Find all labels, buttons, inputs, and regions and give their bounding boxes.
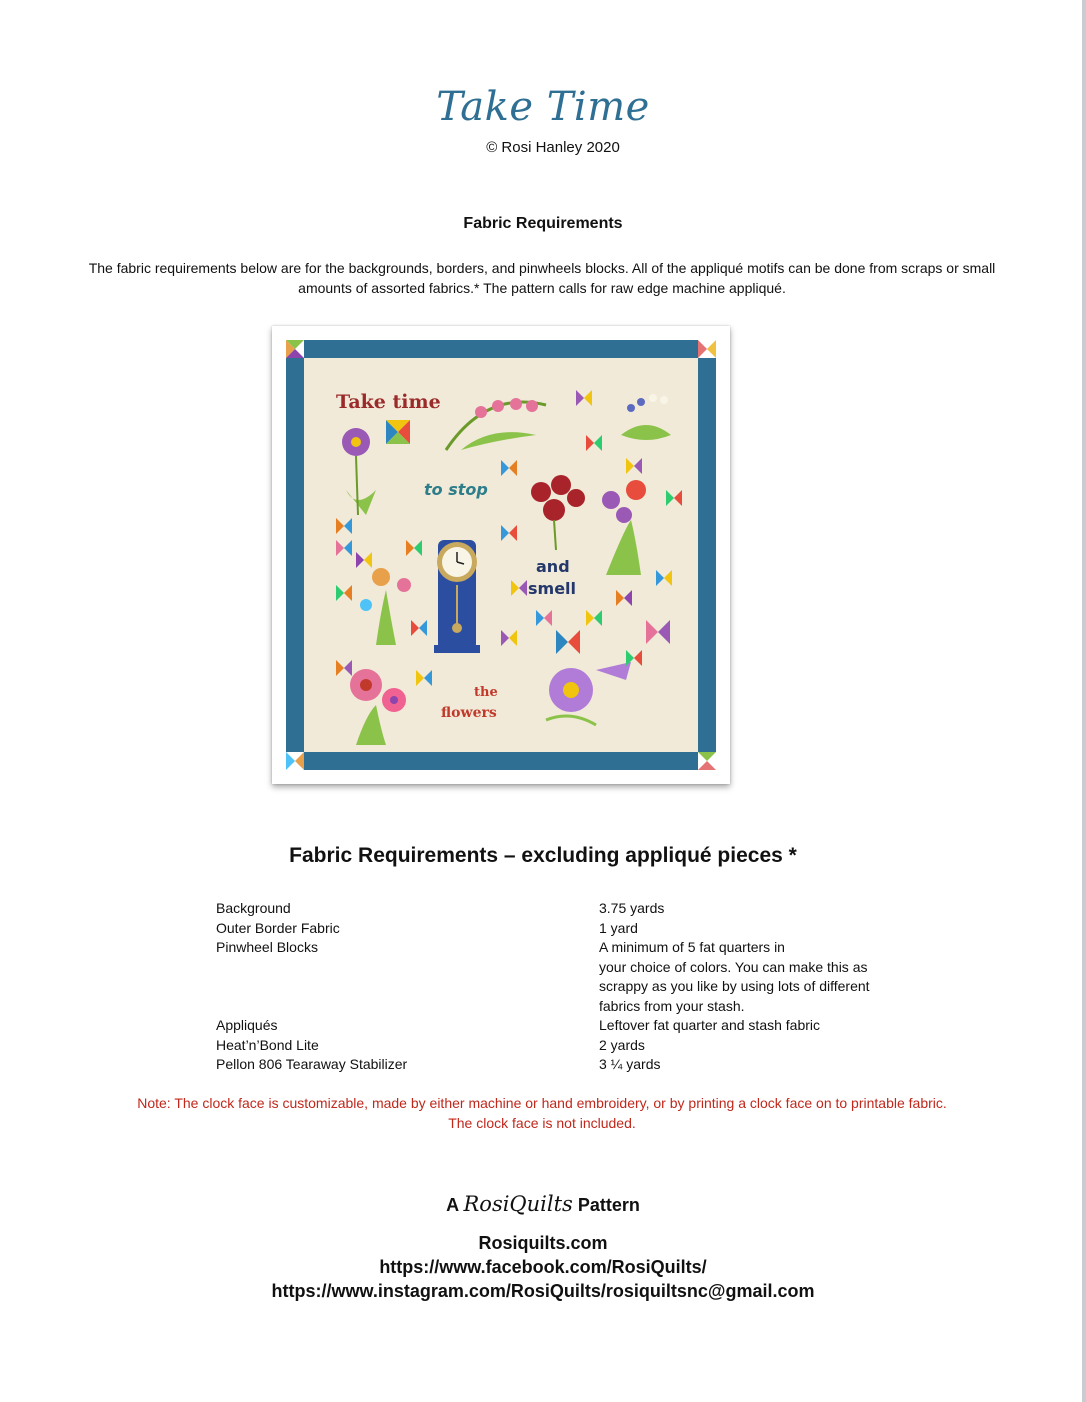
- requirement-amount: [599, 919, 899, 939]
- amount-line: 1 yard: [599, 919, 638, 936]
- intro-paragraph: The fabric requirements below are for the backgrounds, borders, and pinwheels blocks. All of the appliqué motifs can be done from scraps or small amounts of assorted fabrics.* The pattern calls for raw edge machine appliqué.: [88, 260, 996, 296]
- note-line-2: The clock face is not included.: [448, 1115, 636, 1131]
- requirement-name: Heat’n’Bond Lite: [216, 1036, 319, 1053]
- requirement-name: Appliqués: [216, 1017, 278, 1033]
- credit-suffix: Pattern: [577, 1195, 640, 1215]
- requirement-amount: [599, 1036, 899, 1056]
- requirement-row: [216, 899, 899, 919]
- quilt-text-smell: smell: [528, 579, 577, 598]
- amount-line: 3.75 yards: [599, 900, 665, 916]
- requirement-name: Outer Border Fabric: [216, 919, 340, 936]
- amount-line: A minimum of 5 fat quarters in: [599, 939, 785, 955]
- requirement-row: [216, 1036, 899, 1056]
- grandfather-clock: [434, 540, 480, 653]
- quilt-text-flowers: flowers: [441, 705, 497, 721]
- requirement-amount: [599, 1055, 899, 1075]
- fabric-requirements-heading: Fabric Requirements: [463, 215, 623, 232]
- amount-line: your choice of colors. You can make this as: [599, 958, 868, 975]
- pattern-title: Take Time: [436, 84, 650, 130]
- quilt-text-take-time: Take time: [336, 391, 441, 413]
- requirement-name: Pellon 806 Tearaway Stabilizer: [216, 1056, 408, 1072]
- quilt-text-and: and: [536, 557, 570, 576]
- clock-face-note: [70, 1093, 1014, 1133]
- requirement-name: Background: [216, 900, 291, 916]
- amount-line: Leftover fat quarter and stash fabric: [599, 1017, 821, 1033]
- requirements-table: [216, 899, 899, 1075]
- quilt-text-the: the: [474, 685, 498, 700]
- note-line-1: Note: The clock face is customizable, made by either machine or hand embroidery, or by printing a clock face on to printable fabric.: [137, 1095, 947, 1111]
- amount-line: scrappy as you like by using lots of different: [599, 978, 870, 994]
- requirements-heading: Fabric Requirements – excluding appliqué pieces *: [289, 844, 797, 867]
- website-link[interactable]: Rosiquilts.com: [478, 1233, 608, 1253]
- quilt-illustration: [286, 340, 716, 770]
- requirement-name: Pinwheel Blocks: [216, 939, 318, 955]
- requirement-row: [216, 1016, 899, 1036]
- amount-line: 2 yards: [599, 1036, 645, 1053]
- instagram-email-link[interactable]: https://www.instagram.com/RosiQuilts/rosiquiltsnc@gmail.com: [271, 1281, 815, 1301]
- facebook-link[interactable]: https://www.facebook.com/RosiQuilts/: [379, 1257, 707, 1277]
- quilt-image: [272, 326, 730, 784]
- requirement-amount: [599, 899, 899, 919]
- requirement-amount: [599, 1016, 899, 1036]
- amount-line: 3 ¼ yards: [599, 1056, 661, 1072]
- brand-name: RosiQuilts: [463, 1192, 573, 1216]
- quilt-text-to-stop: to stop: [424, 480, 488, 499]
- requirement-amount: [599, 938, 899, 1016]
- requirement-row: [216, 919, 899, 939]
- credit-prefix: A: [446, 1195, 459, 1215]
- copyright-line: © Rosi Hanley 2020: [486, 139, 620, 156]
- amount-line: fabrics from your stash.: [599, 997, 745, 1014]
- requirement-row: [216, 1055, 899, 1075]
- requirement-row: [216, 938, 899, 1016]
- pattern-credit: [0, 1192, 1086, 1216]
